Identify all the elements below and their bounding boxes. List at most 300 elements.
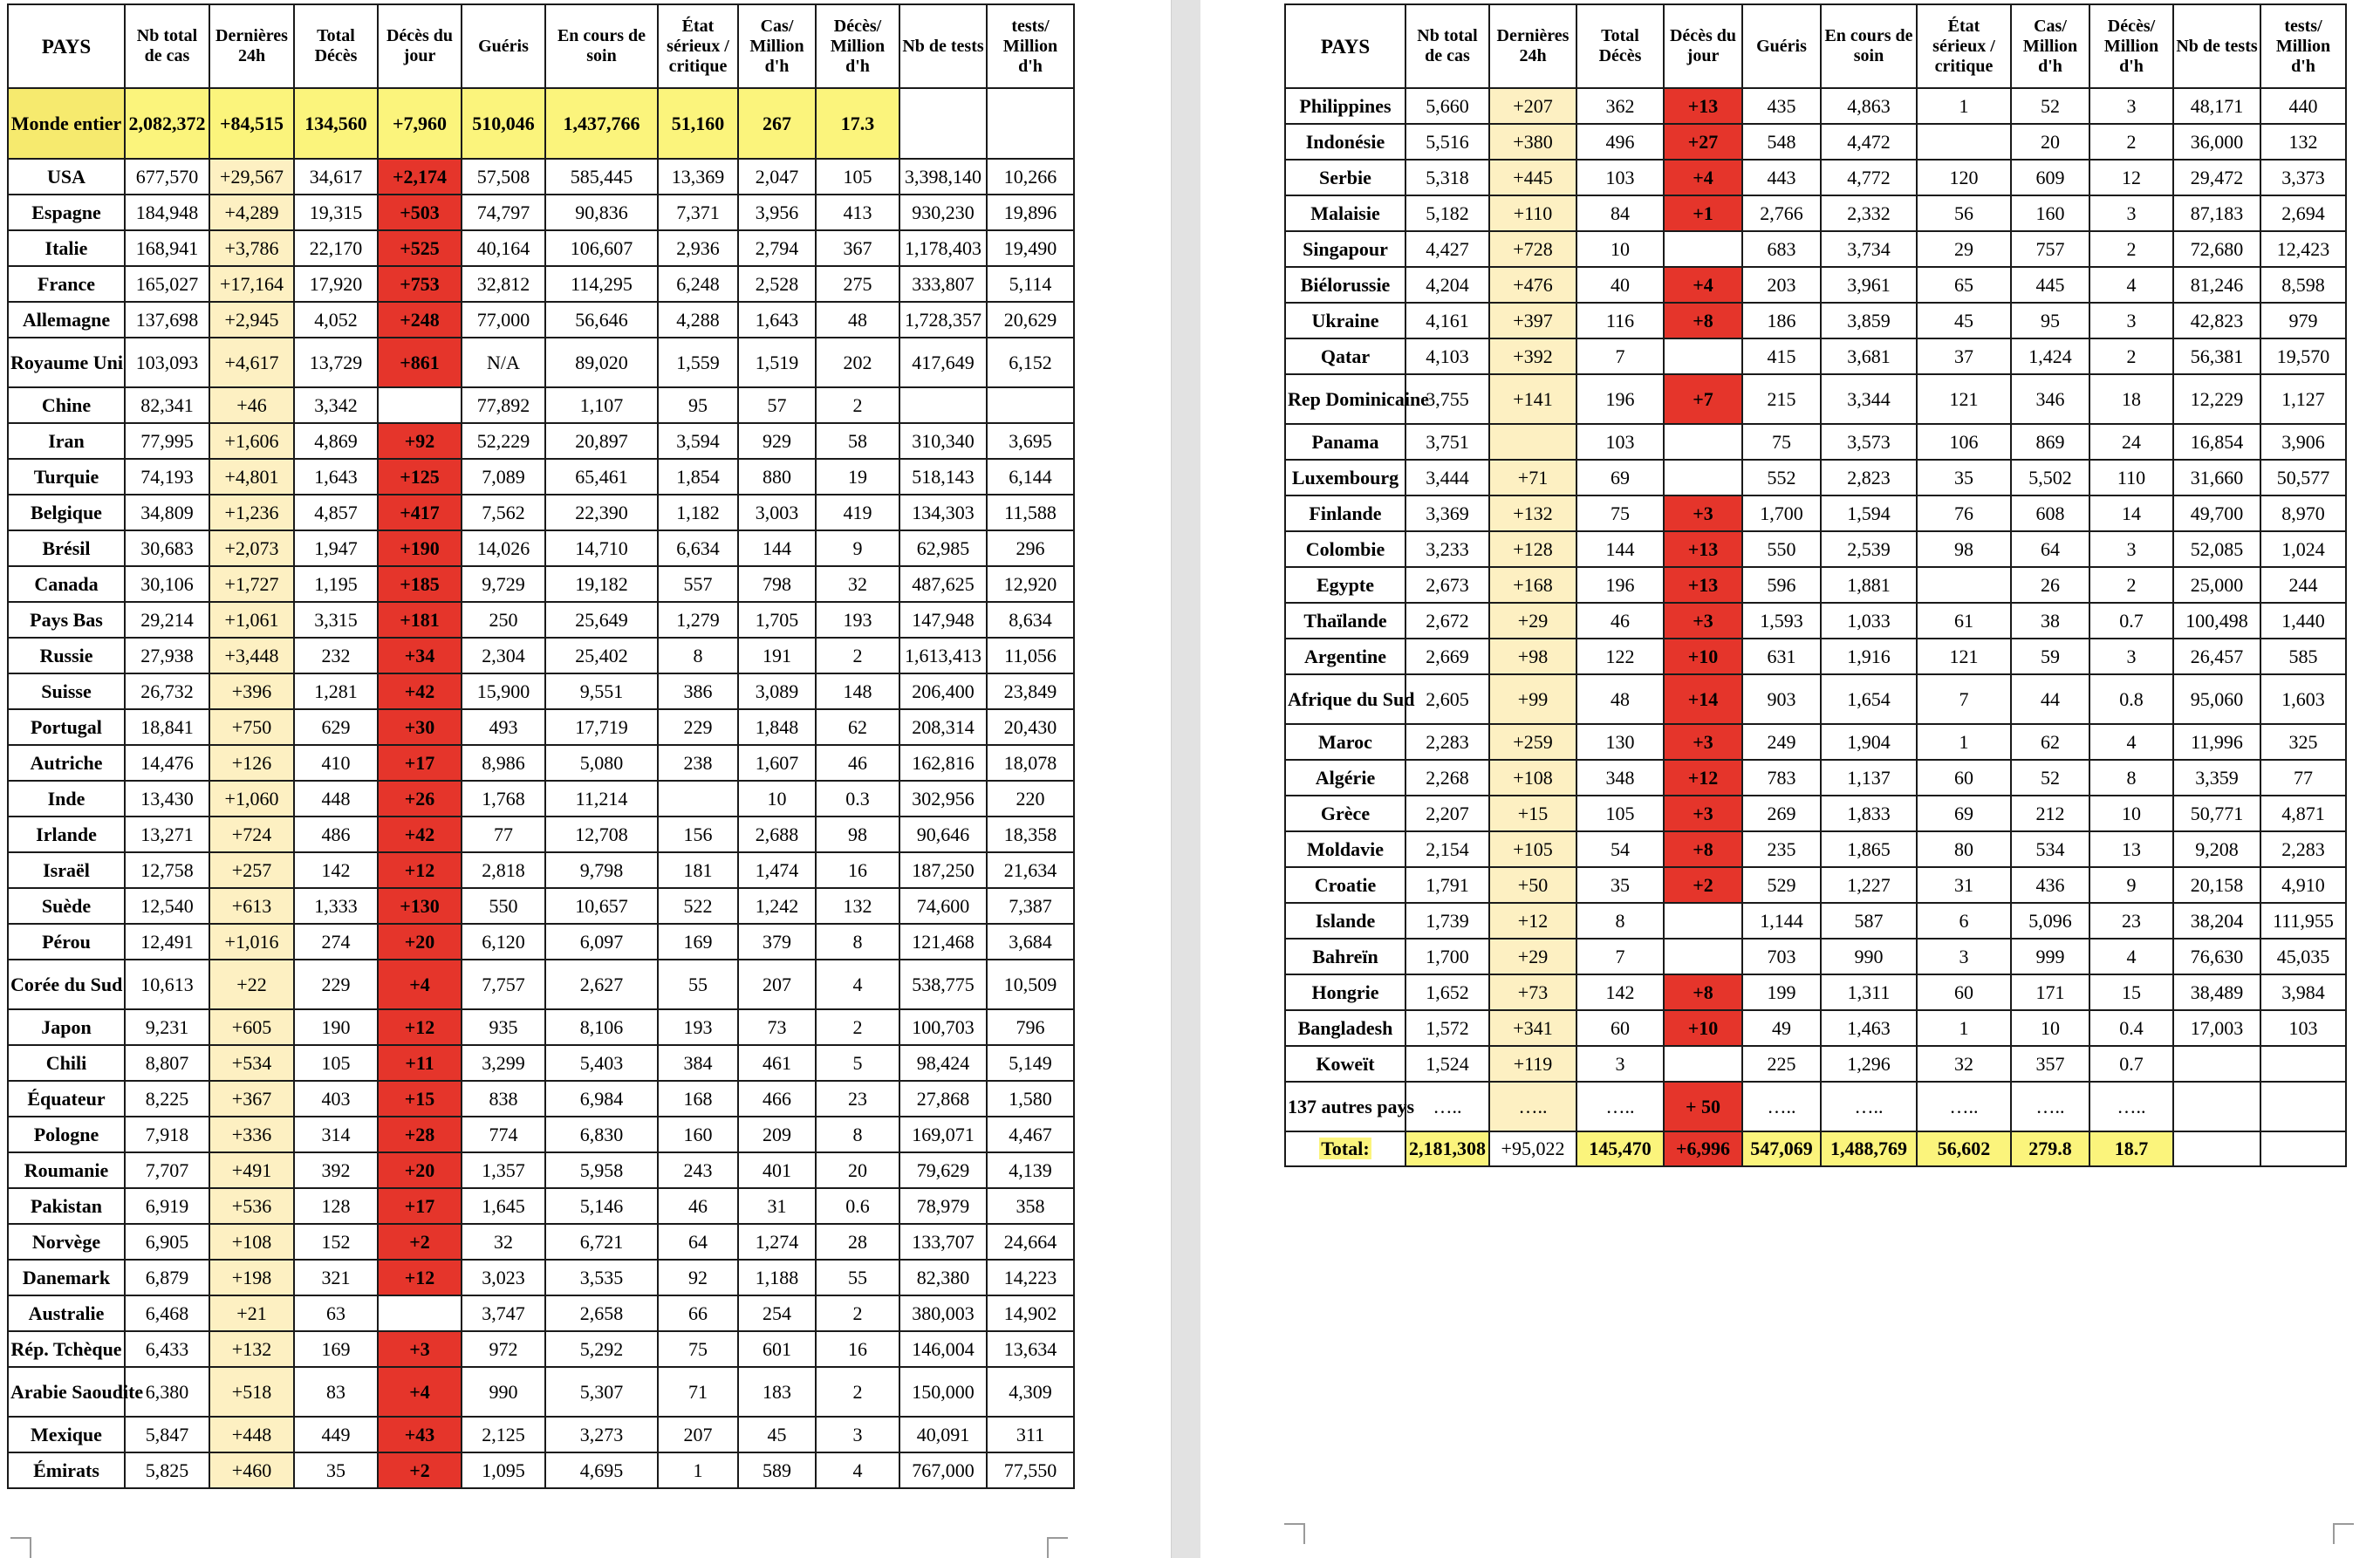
cell: 38 xyxy=(2011,603,2089,639)
cell: 683 xyxy=(1742,231,1821,267)
cell: 35 xyxy=(1576,867,1664,903)
cell: 2,605 xyxy=(1405,674,1489,724)
cell: +108 xyxy=(209,1224,294,1260)
cell: 98 xyxy=(816,817,899,852)
country-name: Portugal xyxy=(8,709,125,745)
country-name: Panama xyxy=(1285,424,1405,460)
cell: 83 xyxy=(294,1367,378,1417)
cell: 585 xyxy=(2260,639,2346,674)
cell: 310,340 xyxy=(899,423,987,459)
cell: 4,871 xyxy=(2260,796,2346,831)
cell: +613 xyxy=(209,888,294,924)
cell: 32 xyxy=(816,566,899,602)
country-row xyxy=(1285,1010,2346,1046)
cell: +20 xyxy=(378,1152,462,1188)
cell: +22 xyxy=(209,960,294,1009)
cell: 17,920 xyxy=(294,266,378,302)
cell: 6,830 xyxy=(545,1117,658,1152)
cell: +92 xyxy=(378,423,462,459)
cell: +445 xyxy=(1489,160,1576,195)
country-name: Rep Dominicaine xyxy=(1285,374,1405,424)
cell: +98 xyxy=(1489,639,1576,674)
cell: 838 xyxy=(462,1081,545,1117)
cell: 2,688 xyxy=(738,817,816,852)
cell: 78,979 xyxy=(899,1188,987,1224)
cell: 212 xyxy=(2011,796,2089,831)
cell: 225 xyxy=(1742,1046,1821,1082)
cell: 30,683 xyxy=(125,530,209,566)
cell: 11,996 xyxy=(2173,724,2260,760)
cell: 2,823 xyxy=(1821,460,1917,495)
cell: 2,047 xyxy=(738,159,816,195)
cell: 3,747 xyxy=(462,1295,545,1331)
cell: 59 xyxy=(2011,639,2089,674)
cell: 203 xyxy=(1742,267,1821,303)
cell: 440 xyxy=(2260,88,2346,124)
cell: 1,645 xyxy=(462,1188,545,1224)
cell: +95,022 xyxy=(1489,1131,1576,1166)
cell: 7,757 xyxy=(462,960,545,1009)
cell: +2,945 xyxy=(209,302,294,338)
country-name: Ukraine xyxy=(1285,303,1405,338)
cell: 250 xyxy=(462,602,545,638)
cell: 3,755 xyxy=(1405,374,1489,424)
cell: 26 xyxy=(2011,567,2089,603)
country-row xyxy=(1285,724,2346,760)
cell: +1 xyxy=(1664,195,1742,231)
country-row xyxy=(8,1367,1074,1417)
cell: 767,000 xyxy=(899,1452,987,1488)
cell: 105 xyxy=(1576,796,1664,831)
cell: 71 xyxy=(658,1367,738,1417)
cell: 171 xyxy=(2011,974,2089,1010)
cell: 798 xyxy=(738,566,816,602)
cell: 238 xyxy=(658,745,738,781)
country-row xyxy=(8,495,1074,530)
cell: 50,577 xyxy=(2260,460,2346,495)
cell: 128 xyxy=(294,1188,378,1224)
cell: 1,033 xyxy=(1821,603,1917,639)
cell: 10 xyxy=(2089,796,2173,831)
cell: 77 xyxy=(2260,760,2346,796)
cell: 1 xyxy=(658,1452,738,1488)
cell: 2 xyxy=(816,1367,899,1417)
cell: 196 xyxy=(1576,567,1664,603)
cell: 57,508 xyxy=(462,159,545,195)
cell: +861 xyxy=(378,338,462,387)
cell: 3,344 xyxy=(1821,374,1917,424)
cell: 29,214 xyxy=(125,602,209,638)
cell: 6,468 xyxy=(125,1295,209,1331)
country-name: Algérie xyxy=(1285,760,1405,796)
cell: 191 xyxy=(738,638,816,673)
cell: 3,734 xyxy=(1821,231,1917,267)
cell: 386 xyxy=(658,673,738,709)
cell: 7,387 xyxy=(987,888,1074,924)
country-row xyxy=(8,781,1074,817)
header-active: En cours de soin xyxy=(545,4,658,88)
cell: 5,958 xyxy=(545,1152,658,1188)
cell: +99 xyxy=(1489,674,1576,724)
header-critical: État sérieux / critique xyxy=(658,4,738,88)
cell: 4 xyxy=(2089,724,2173,760)
cell: 32 xyxy=(462,1224,545,1260)
cell: 3,573 xyxy=(1821,424,1917,460)
cell: 1,700 xyxy=(1405,939,1489,974)
country-name: Croatie xyxy=(1285,867,1405,903)
cell: 13,634 xyxy=(987,1331,1074,1367)
cell: +185 xyxy=(378,566,462,602)
cell: 1,195 xyxy=(294,566,378,602)
cell: 49 xyxy=(1742,1010,1821,1046)
cell: 8 xyxy=(816,924,899,960)
cell: 64 xyxy=(2011,531,2089,567)
cell: 110 xyxy=(2089,460,2173,495)
country-row xyxy=(8,1452,1074,1488)
country-name: Japon xyxy=(8,1009,125,1045)
cell: 22,390 xyxy=(545,495,658,530)
cell: +128 xyxy=(1489,531,1576,567)
cell: 5,080 xyxy=(545,745,658,781)
cell: +503 xyxy=(378,195,462,230)
cell: +126 xyxy=(209,745,294,781)
country-name: Thaïlande xyxy=(1285,603,1405,639)
cell: 207 xyxy=(658,1417,738,1452)
cell: 142 xyxy=(294,852,378,888)
cell: 2,528 xyxy=(738,266,816,302)
cell: 1,024 xyxy=(2260,531,2346,567)
cell: 144 xyxy=(1576,531,1664,567)
country-row xyxy=(1285,124,2346,160)
cell: 13,729 xyxy=(294,338,378,387)
cell: +8 xyxy=(1664,831,1742,867)
cell: 87,183 xyxy=(2173,195,2260,231)
cell: 5,502 xyxy=(2011,460,2089,495)
cell: 3 xyxy=(1576,1046,1664,1082)
cell: 1,848 xyxy=(738,709,816,745)
cell: 56,381 xyxy=(2173,338,2260,374)
cell: 51,160 xyxy=(658,88,738,159)
country-name: Norvège xyxy=(8,1224,125,1260)
cell: +11 xyxy=(378,1045,462,1081)
country-name: Luxembourg xyxy=(1285,460,1405,495)
cell: +15 xyxy=(378,1081,462,1117)
cell: ….. xyxy=(1489,1082,1576,1131)
cell: 2,669 xyxy=(1405,639,1489,674)
header-deaths-today: Décès du jour xyxy=(378,4,462,88)
cell: 2,539 xyxy=(1821,531,1917,567)
cell: 596 xyxy=(1742,567,1821,603)
cell: 2 xyxy=(816,1009,899,1045)
cell: 3,684 xyxy=(987,924,1074,960)
cell: 5,114 xyxy=(987,266,1074,302)
cell: +17,164 xyxy=(209,266,294,302)
cell: +4 xyxy=(1664,267,1742,303)
cell: 77,892 xyxy=(462,387,545,423)
cell: 5,660 xyxy=(1405,88,1489,124)
cell: 64 xyxy=(658,1224,738,1260)
cell: 275 xyxy=(816,266,899,302)
cell: +3 xyxy=(1664,603,1742,639)
cell: +21 xyxy=(209,1295,294,1331)
cell: 56,602 xyxy=(1917,1131,2011,1166)
cell: 13,369 xyxy=(658,159,738,195)
cell: +3,448 xyxy=(209,638,294,673)
country-row xyxy=(8,852,1074,888)
cell: 17,719 xyxy=(545,709,658,745)
cell: +336 xyxy=(209,1117,294,1152)
country-name: Malaisie xyxy=(1285,195,1405,231)
cell: 972 xyxy=(462,1331,545,1367)
cell: 601 xyxy=(738,1331,816,1367)
cell: 90,646 xyxy=(899,817,987,852)
cell: 152 xyxy=(294,1224,378,1260)
cell: +34 xyxy=(378,638,462,673)
country-row xyxy=(1285,1046,2346,1082)
country-name: Hongrie xyxy=(1285,974,1405,1010)
cell: +476 xyxy=(1489,267,1576,303)
cell xyxy=(2173,1131,2260,1166)
country-name: Allemagne xyxy=(8,302,125,338)
cell: +30 xyxy=(378,709,462,745)
country-name: Serbie xyxy=(1285,160,1405,195)
country-name: Italie xyxy=(8,230,125,266)
cell: 417,649 xyxy=(899,338,987,387)
cell: 6 xyxy=(1917,903,2011,939)
cell: 4,863 xyxy=(1821,88,1917,124)
cell: 380,003 xyxy=(899,1295,987,1331)
cell: 134,560 xyxy=(294,88,378,159)
cell: 249 xyxy=(1742,724,1821,760)
cell: 2,658 xyxy=(545,1295,658,1331)
cell: 311 xyxy=(987,1417,1074,1452)
cell xyxy=(2173,1082,2260,1131)
cell: 1 xyxy=(1917,1010,2011,1046)
cell: +392 xyxy=(1489,338,1576,374)
header-row xyxy=(1285,4,2346,88)
cell: 3 xyxy=(1917,939,2011,974)
cell xyxy=(2173,1046,2260,1082)
header-critical: État sérieux / critique xyxy=(1917,4,2011,88)
cell: 3,444 xyxy=(1405,460,1489,495)
cell: 3 xyxy=(2089,531,2173,567)
cell: +2 xyxy=(378,1452,462,1488)
cell: 6,879 xyxy=(125,1260,209,1295)
cell: 89,020 xyxy=(545,338,658,387)
cell: 2,283 xyxy=(2260,831,2346,867)
country-row xyxy=(8,1081,1074,1117)
country-name: Inde xyxy=(8,781,125,817)
cell: 3,299 xyxy=(462,1045,545,1081)
country-row xyxy=(8,530,1074,566)
country-row xyxy=(1285,760,2346,796)
cell: 1,580 xyxy=(987,1081,1074,1117)
cell: 77,550 xyxy=(987,1452,1074,1488)
cell: 2,332 xyxy=(1821,195,1917,231)
cell: 4,467 xyxy=(987,1117,1074,1152)
cell: +46 xyxy=(209,387,294,423)
cell: 46 xyxy=(1576,603,1664,639)
cell: 1,739 xyxy=(1405,903,1489,939)
cell: 49,700 xyxy=(2173,495,2260,531)
cell: 103 xyxy=(2260,1010,2346,1046)
cell: 12,920 xyxy=(987,566,1074,602)
cell: +8 xyxy=(1664,974,1742,1010)
cell: +198 xyxy=(209,1260,294,1295)
country-row xyxy=(8,1417,1074,1452)
cell: 10,613 xyxy=(125,960,209,1009)
cell: +518 xyxy=(209,1367,294,1417)
cell: 1,594 xyxy=(1821,495,1917,531)
cell: +12 xyxy=(1489,903,1576,939)
header-total-deaths: Total Décès xyxy=(1576,4,1664,88)
cell: +27 xyxy=(1664,124,1742,160)
cell: +190 xyxy=(378,530,462,566)
cell: ….. xyxy=(1917,1082,2011,1131)
world-label: Monde entier xyxy=(8,88,125,159)
cell: 19,182 xyxy=(545,566,658,602)
cell: 82,380 xyxy=(899,1260,987,1295)
cell: 146,004 xyxy=(899,1331,987,1367)
cell: 77,995 xyxy=(125,423,209,459)
cell: 1 xyxy=(1917,724,2011,760)
cell: 392 xyxy=(294,1152,378,1188)
cell: +2 xyxy=(378,1224,462,1260)
cell: 11,588 xyxy=(987,495,1074,530)
cell: 3,373 xyxy=(2260,160,2346,195)
cell: 62 xyxy=(816,709,899,745)
cell: 9,798 xyxy=(545,852,658,888)
cell: 2 xyxy=(816,387,899,423)
country-row xyxy=(1285,1082,2346,1131)
cell: 522 xyxy=(658,888,738,924)
country-name: Roumanie xyxy=(8,1152,125,1188)
country-name: Émirats xyxy=(8,1452,125,1488)
cell: 7,371 xyxy=(658,195,738,230)
country-name: Corée du Sud xyxy=(8,960,125,1009)
cell: 2,304 xyxy=(462,638,545,673)
cell: 21,634 xyxy=(987,852,1074,888)
cell xyxy=(378,1295,462,1331)
country-name: Pakistan xyxy=(8,1188,125,1224)
cell: 267 xyxy=(738,88,816,159)
cell: 9 xyxy=(816,530,899,566)
header-pays: PAYS xyxy=(8,4,125,88)
cell: 5,307 xyxy=(545,1367,658,1417)
cell: +42 xyxy=(378,817,462,852)
cell: 3,359 xyxy=(2173,760,2260,796)
cell: 4,288 xyxy=(658,302,738,338)
cell: 48 xyxy=(1576,674,1664,724)
cell: 6,144 xyxy=(987,459,1074,495)
country-row xyxy=(8,924,1074,960)
cell: 122 xyxy=(1576,639,1664,674)
cell: +1,060 xyxy=(209,781,294,817)
cell: 229 xyxy=(294,960,378,1009)
cell: 84 xyxy=(1576,195,1664,231)
cell: 76,630 xyxy=(2173,939,2260,974)
cell: 269 xyxy=(1742,796,1821,831)
cell: 54 xyxy=(1576,831,1664,867)
cell: 930,230 xyxy=(899,195,987,230)
cell: 296 xyxy=(987,530,1074,566)
cell: 0.3 xyxy=(816,781,899,817)
cell: 116 xyxy=(1576,303,1664,338)
cell: +380 xyxy=(1489,124,1576,160)
cell: 120 xyxy=(1917,160,2011,195)
cell: 100,498 xyxy=(2173,603,2260,639)
cell: 14,710 xyxy=(545,530,658,566)
country-name: Arabie Saoudite xyxy=(8,1367,125,1417)
cell: +14 xyxy=(1664,674,1742,724)
cell: 1,274 xyxy=(738,1224,816,1260)
header-tests: Nb de tests xyxy=(2173,4,2260,88)
cell: 1,524 xyxy=(1405,1046,1489,1082)
cell: 0.7 xyxy=(2089,1046,2173,1082)
cell: +536 xyxy=(209,1188,294,1224)
country-row xyxy=(8,159,1074,195)
country-name: Argentine xyxy=(1285,639,1405,674)
cell xyxy=(1664,424,1742,460)
cell: 65,461 xyxy=(545,459,658,495)
cell: 1 xyxy=(1917,88,2011,124)
cell: 183 xyxy=(738,1367,816,1417)
cell: 74,193 xyxy=(125,459,209,495)
cell: 2,794 xyxy=(738,230,816,266)
cell: 1,095 xyxy=(462,1452,545,1488)
country-row xyxy=(8,673,1074,709)
country-name: Russie xyxy=(8,638,125,673)
cell: 6,120 xyxy=(462,924,545,960)
header-tests-per-million: tests/ Million d'h xyxy=(2260,4,2346,88)
cell: +110 xyxy=(1489,195,1576,231)
cell: 184,948 xyxy=(125,195,209,230)
cell: 10 xyxy=(2011,1010,2089,1046)
cell: 105 xyxy=(294,1045,378,1081)
country-name: Koweït xyxy=(1285,1046,1405,1082)
cell: 2 xyxy=(816,1295,899,1331)
cell: 23 xyxy=(816,1081,899,1117)
cell: +42 xyxy=(378,673,462,709)
cell: 1,603 xyxy=(2260,674,2346,724)
cell: 401 xyxy=(738,1152,816,1188)
cell: 35 xyxy=(1917,460,2011,495)
country-name: Grèce xyxy=(1285,796,1405,831)
cell: 25,649 xyxy=(545,602,658,638)
cell: 1,768 xyxy=(462,781,545,817)
cell: 5,516 xyxy=(1405,124,1489,160)
cell: +4 xyxy=(1664,160,1742,195)
country-name: Suisse xyxy=(8,673,125,709)
cell: 415 xyxy=(1742,338,1821,374)
cell: 7,089 xyxy=(462,459,545,495)
cell: 529 xyxy=(1742,867,1821,903)
cell: 132 xyxy=(816,888,899,924)
country-row xyxy=(1285,88,2346,124)
cell: 7 xyxy=(1917,674,2011,724)
cell: 4 xyxy=(2089,939,2173,974)
cell: 869 xyxy=(2011,424,2089,460)
cell: +1,606 xyxy=(209,423,294,459)
cell: 449 xyxy=(294,1417,378,1452)
country-name: Brésil xyxy=(8,530,125,566)
cell: 8,634 xyxy=(987,602,1074,638)
cell: 1,559 xyxy=(658,338,738,387)
country-name: Espagne xyxy=(8,195,125,230)
cell: 1,700 xyxy=(1742,495,1821,531)
cell: 3 xyxy=(816,1417,899,1452)
country-name: Qatar xyxy=(1285,338,1405,374)
